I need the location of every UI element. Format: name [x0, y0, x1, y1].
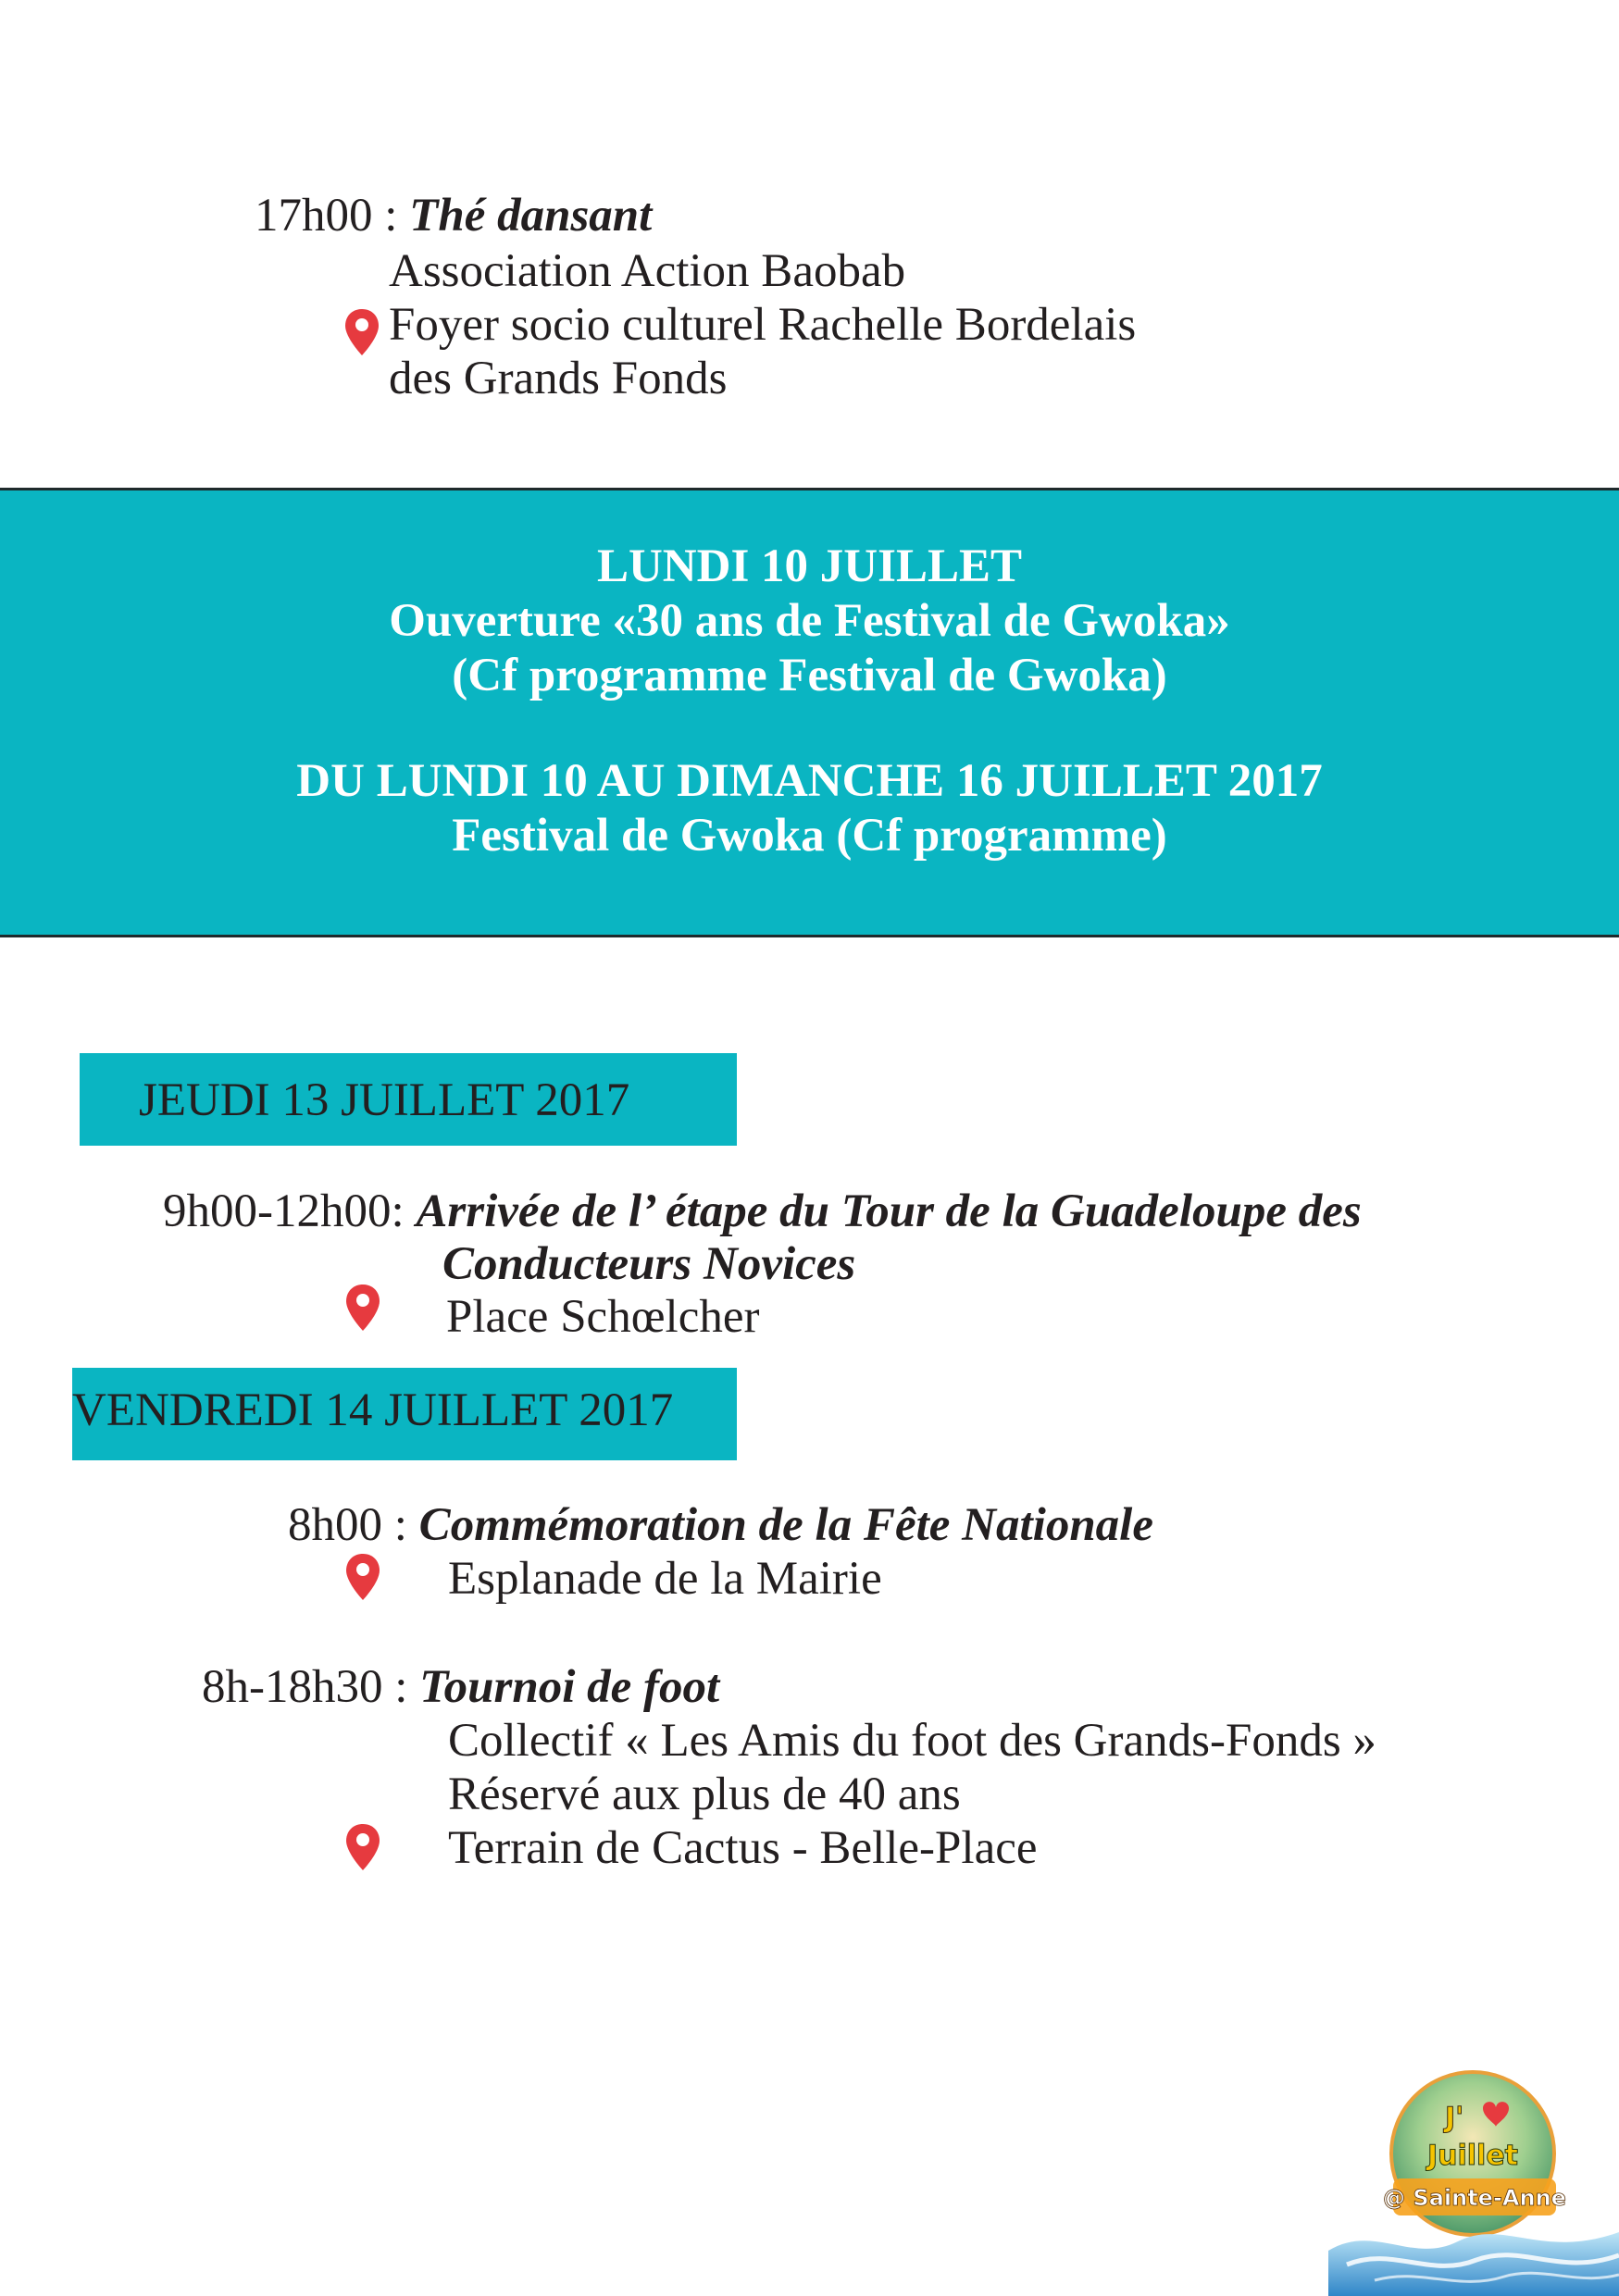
svg-text:Juillet: Juillet: [1426, 2140, 1519, 2172]
event-organizer: Collectif « Les Amis du foot des Grands-Fonds »: [448, 1715, 1376, 1767]
event-vendredi-1: [288, 1498, 1153, 1552]
banner-line-4: DU LUNDI 10 AU DIMANCHE 16 JUILLET 2017: [296, 755, 1323, 807]
event-title: Thé dansant: [409, 190, 653, 242]
map-pin-icon: [344, 1284, 381, 1332]
event-location-line-1: Foyer socio culturel Rachelle Bordelais: [389, 299, 1137, 351]
day-heading-jeudi: JEUDI 13 JUILLET 2017: [80, 1053, 737, 1146]
day-heading-vendredi: VENDREDI 14 JUILLET 2017: [72, 1368, 737, 1460]
event-time: 8h00 :: [288, 1499, 419, 1551]
event-note: Réservé aux plus de 40 ans: [448, 1769, 961, 1820]
event-location: Terrain de Cactus - Belle-Place: [448, 1822, 1038, 1874]
banner-line-3: (Cf programme Festival de Gwoka): [452, 650, 1167, 701]
svg-text:@ Sainte-Anne: @ Sainte-Anne: [1383, 2185, 1566, 2211]
event-title: Tournoi de foot: [419, 1661, 720, 1713]
svg-text:J': J': [1445, 2102, 1464, 2134]
event-title-line-2: Conducteurs Novices: [442, 1238, 856, 1290]
event-location-line-2: des Grands Fonds: [389, 353, 728, 404]
event-time: 9h00-12h00:: [163, 1185, 417, 1237]
festival-banner: [0, 488, 1619, 937]
event-location: Esplanade de la Mairie: [448, 1553, 882, 1605]
event-title: Commémoration de la Fête Nationale: [418, 1499, 1153, 1551]
event-time: 17h00 :: [255, 190, 410, 242]
event-time: 8h-18h30 :: [202, 1661, 420, 1713]
map-pin-icon: [343, 308, 380, 356]
map-pin-icon: [344, 1823, 381, 1871]
map-pin-icon: [344, 1553, 381, 1601]
event-title: Arrivée de l’ étape du Tour de la Guadeloupe des: [416, 1185, 1362, 1237]
juillet-sainte-anne-logo: [1291, 2066, 1619, 2296]
banner-line-2: Ouverture «30 ans de Festival de Gwoka»: [389, 595, 1230, 647]
event-1: [255, 189, 652, 242]
event-vendredi-2: [202, 1660, 719, 1714]
event-organizer: Association Action Baobab: [389, 245, 906, 297]
event-location: Place Schœlcher: [446, 1291, 760, 1343]
event-jeudi: [163, 1185, 1362, 1238]
banner-line-5: Festival de Gwoka (Cf programme): [452, 810, 1167, 862]
banner-line-1: LUNDI 10 JUILLET: [596, 540, 1023, 592]
